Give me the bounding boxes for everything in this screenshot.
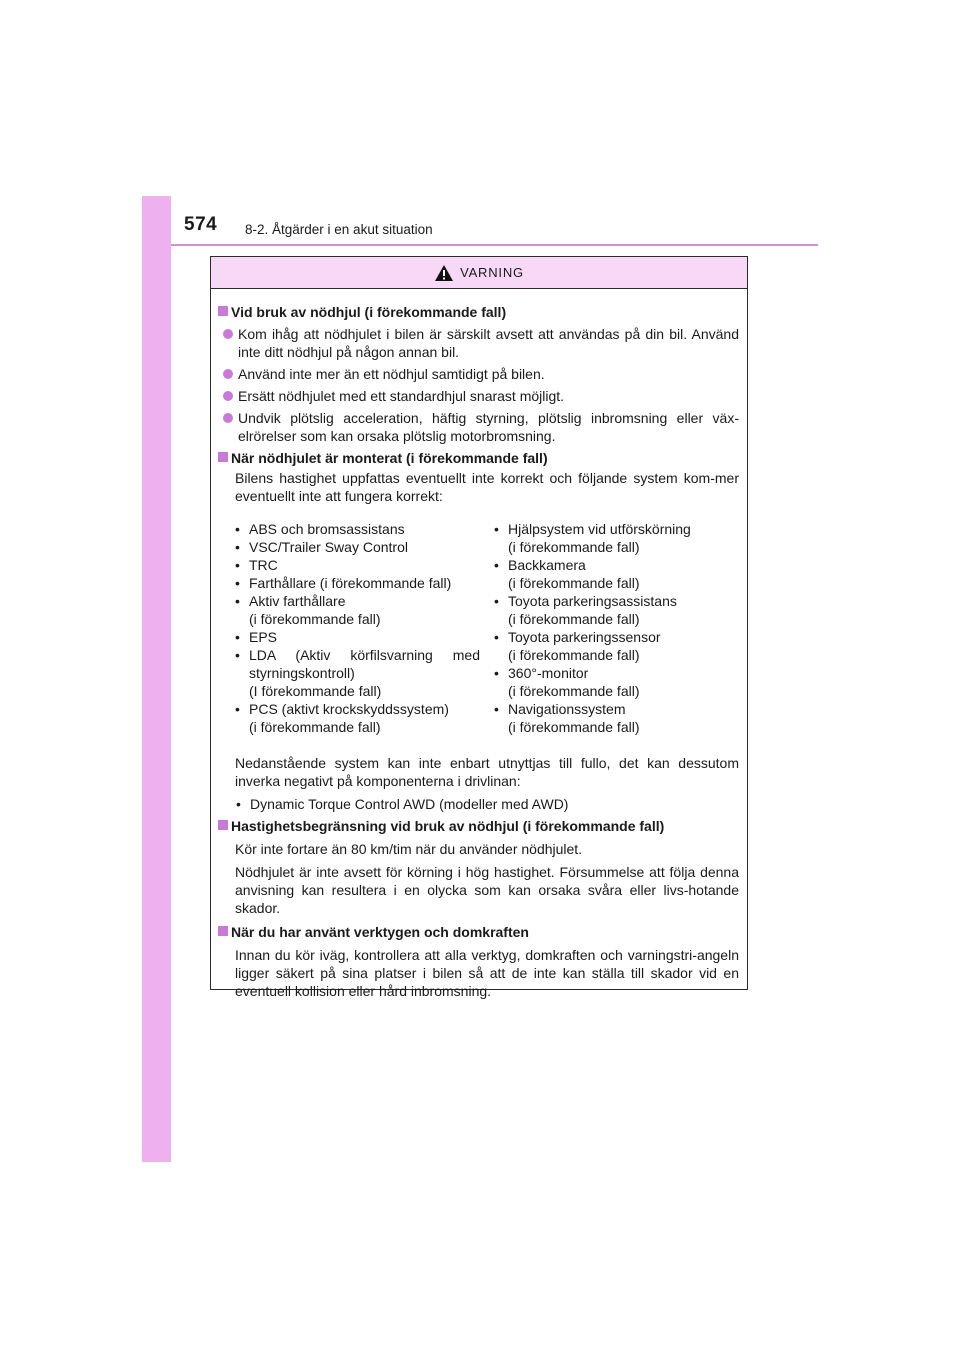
section-heading-spare-mounted: När nödhjulet är monterat (i förekommande fall)	[218, 449, 739, 467]
section-heading-tools-jack: När du har använt verktygen och domkraften	[218, 923, 739, 941]
warning-box	[210, 256, 748, 999]
list-item: • PCS (aktivt krockskyddssystem) (i förekommande fall)	[235, 701, 449, 735]
bullet-item: Ersätt nödhjulet med ett standardhjul snarast möjligt.	[218, 387, 739, 405]
bullet-item: Undvik plötslig acceleration, häftig styrning, plötslig inbromsning eller väx-elrörelser som kan orsaka plötslig motorbromsning.	[218, 409, 739, 445]
list-item: • LDA (Aktiv körfilsvarning med styrningskontroll) (I förekommande fall)	[235, 647, 480, 699]
warning-content	[211, 289, 747, 1000]
list-item: • Toyota parkeringssensor (i förekommande fall)	[494, 629, 661, 663]
list-item: • Dynamic Torque Control AWD (modeller med AWD)	[236, 796, 569, 812]
warning-header	[211, 257, 747, 289]
square-bullet-icon	[218, 306, 228, 316]
section-heading-speed-limit: Hastighetsbegränsning vid bruk av nödhjul (i förekommande fall)	[218, 817, 739, 835]
list-item: • ABS och bromsassistans	[235, 521, 405, 537]
list-item: • 360°-monitor (i förekommande fall)	[494, 665, 640, 699]
square-bullet-icon	[218, 820, 228, 830]
bullet-item: Kom ihåg att nödhjulet i bilen är särskilt avsett att användas på din bil. Använd inte ditt nödhjul på någon annan bil.	[218, 325, 739, 361]
section-heading-spare-wheel-use: Vid bruk av nödhjul (i förekommande fall)	[218, 303, 739, 321]
list-item: • Farthållare (i förekommande fall)	[235, 575, 452, 591]
round-bullet-icon	[223, 329, 233, 339]
chapter-side-tab	[142, 196, 171, 1162]
tools-paragraph: Innan du kör iväg, kontrollera att alla verktyg, domkraften och varningstri-angeln ligger säkert på sina platser i bilen så att de inte kan ställa till skador vid en eventuell kollision eller hård inbromsning.	[235, 947, 739, 999]
list-item: • VSC/Trailer Sway Control	[235, 539, 408, 555]
systems-column-left	[235, 520, 490, 736]
systems-column-right	[490, 520, 739, 736]
header-divider	[171, 244, 818, 246]
section-title: 8-2. Åtgärder i en akut situation	[245, 222, 433, 237]
warning-title: VARNING	[460, 265, 524, 280]
page-number: 574	[184, 214, 218, 235]
intro-paragraph: Bilens hastighet uppfattas eventuellt inte korrekt och följande system kom-mer eventuellt inte att fungera korrekt:	[235, 470, 739, 504]
drivetrain-paragraph: Nedanstående system kan inte enbart utnyttjas till fullo, det kan dessutom inverka negativt på komponenterna i drivlinan:	[235, 755, 739, 789]
round-bullet-icon	[223, 413, 233, 423]
square-bullet-icon	[218, 452, 228, 462]
list-item: • Aktiv farthållare (i förekommande fall)	[235, 593, 381, 627]
bullet-item: Använd inte mer än ett nödhjul samtidigt på bilen.	[218, 365, 739, 383]
round-bullet-icon	[223, 369, 233, 379]
list-item: • Toyota parkeringsassistans (i förekommande fall)	[494, 593, 677, 627]
list-item: • Navigationssystem (i förekommande fall)	[494, 701, 640, 735]
speed-paragraph: Kör inte fortare än 80 km/tim när du använder nödhjulet.	[235, 841, 583, 857]
list-item: • TRC	[235, 557, 278, 573]
list-item: • Backkamera (i förekommande fall)	[494, 557, 640, 591]
warning-triangle-icon	[434, 264, 454, 282]
round-bullet-icon	[223, 391, 233, 401]
list-item: • EPS	[235, 629, 278, 645]
affected-systems-list	[218, 520, 739, 736]
square-bullet-icon	[218, 926, 228, 936]
speed-warning-paragraph: Nödhjulet är inte avsett för körning i hög hastighet. Försummelse att följa denna anvisning kan resultera i en olycka som kan orsaka svåra eller livs-hotande skador.	[235, 864, 739, 916]
list-item: • Hjälpsystem vid utförskörning (i förekommande fall)	[494, 521, 691, 555]
